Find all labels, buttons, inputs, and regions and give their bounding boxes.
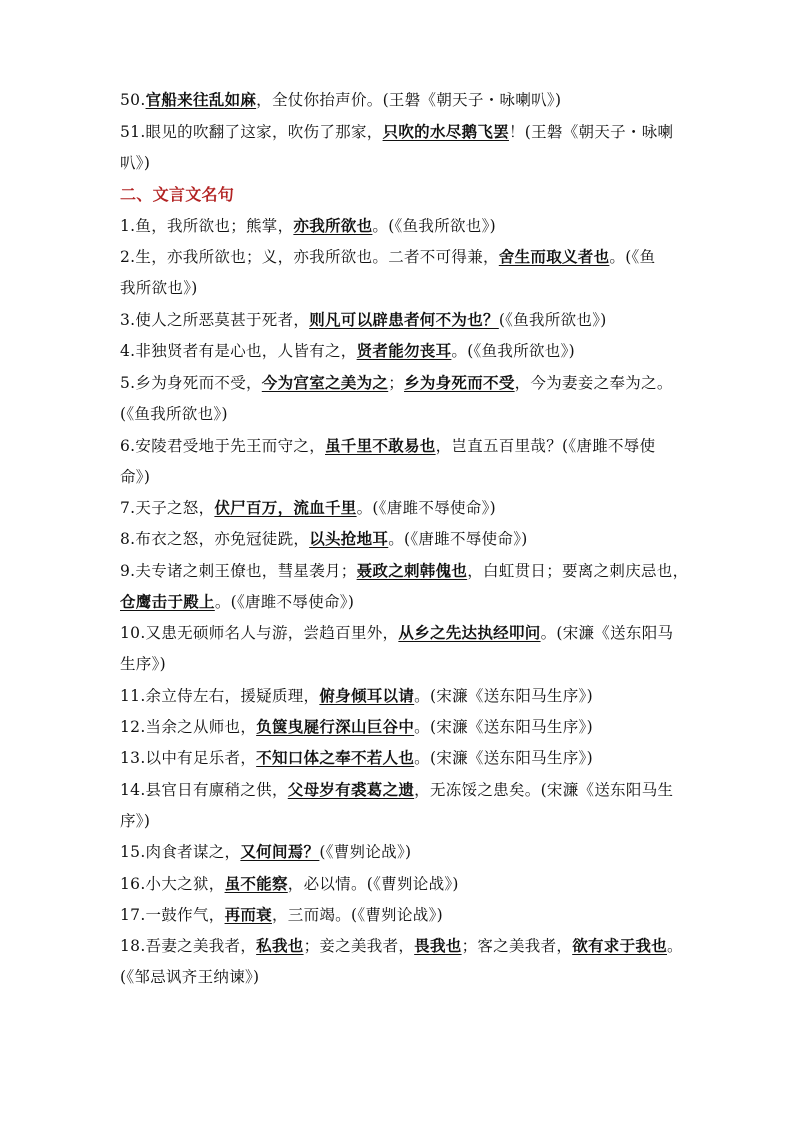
key-phrase: 伏尸百万，流血千里	[214, 498, 357, 517]
line-text: 15.肉食者谋之，	[120, 843, 241, 861]
line-text: ，岂直五百里哉？(《唐雎不辱使	[435, 437, 656, 455]
key-phrase: 从乡之先达执经叩问	[398, 623, 541, 642]
text-line	[120, 623, 680, 643]
line-text: 2.生，亦我所欲也；义，亦我所欲也。二者不可得兼，	[120, 248, 499, 266]
text-line	[120, 654, 680, 674]
line-text: ；客之美我者，	[461, 937, 573, 955]
line-text: 。(《唐雎不辱使命》)	[214, 593, 355, 611]
key-phrase: 聂政之刺韩傀也	[356, 561, 468, 580]
text-line	[120, 967, 680, 987]
key-phrase: 今为宫室之美为之	[261, 373, 389, 392]
line-text: 5.乡为身死而不受，	[120, 374, 262, 392]
line-text: 11.余立侍左右，援疑质理，	[120, 687, 320, 705]
line-text: 12.当余之从师也，	[120, 718, 257, 736]
text-line	[120, 341, 680, 361]
text-line	[120, 185, 680, 205]
line-text: 命》)	[120, 468, 151, 486]
line-text: 。(宋濂《送东阳马生序》)	[414, 718, 593, 736]
key-phrase: 父母岁有裘葛之遗	[287, 780, 415, 799]
key-phrase: 欲有求于我也	[572, 936, 667, 955]
text-line	[120, 153, 680, 173]
text-line	[120, 874, 680, 894]
text-line	[120, 748, 680, 768]
key-phrase: 只吹的水尽鹅飞罢	[382, 122, 509, 141]
text-line	[120, 811, 680, 831]
line-text: ；	[388, 374, 405, 392]
line-text: 我所欲也》)	[120, 279, 198, 297]
key-phrase: 亦我所欲也	[293, 216, 373, 235]
key-phrase: 则凡可以辟患者何不为也？	[309, 310, 499, 329]
text-line	[120, 780, 680, 800]
line-text: 叭》)	[120, 154, 151, 172]
line-text: (《鱼我所欲也》)	[120, 405, 228, 423]
line-text: ；妾之美我者，	[303, 937, 415, 955]
text-line	[120, 90, 680, 110]
key-phrase: 畏我也	[414, 936, 462, 955]
text-line	[120, 592, 680, 612]
key-phrase: 再而衰	[224, 905, 272, 924]
line-text: ，白虹贯日；要离之刺庆忌也，	[467, 562, 689, 580]
line-text: 。(《鱼我所欲也》)	[372, 217, 497, 235]
text-line	[120, 122, 680, 142]
key-phrase: 舍生而取义者也	[498, 247, 610, 266]
text-line	[120, 247, 680, 267]
line-text: (《邹忌讽齐王纳谏》)	[120, 968, 260, 986]
text-line	[120, 278, 680, 298]
line-text: 。(《鱼我所欲也》)	[451, 342, 576, 360]
key-phrase: 又何间焉？	[240, 842, 320, 861]
line-text: 。(《唐雎不辱使命》)	[356, 499, 496, 517]
text-line	[120, 686, 680, 706]
line-text: ，全仗你抬声价。(王磐《朝天子・咏喇叭》)	[256, 91, 562, 109]
key-phrase: 仓鹰击于殿上	[120, 592, 215, 611]
section-heading: 二、文言文名句	[120, 185, 235, 204]
line-text: 序》)	[120, 812, 151, 830]
key-phrase: 乡为身死而不受	[404, 373, 515, 392]
text-line	[120, 717, 680, 737]
line-text: 10.又患无硕师名人与游，尝趋百里外，	[120, 624, 399, 642]
line-text: 14.县官日有廪稍之供，	[120, 781, 288, 799]
line-text: ，必以情。(《曹刿论战》)	[287, 875, 459, 893]
text-line	[120, 936, 683, 956]
text-line	[120, 498, 680, 518]
text-line	[120, 905, 680, 925]
text-line	[120, 216, 680, 236]
line-text: 。(《唐雎不辱使命》)	[388, 530, 528, 548]
line-text: 18.吾妻之美我者，	[120, 937, 257, 955]
text-line	[120, 529, 680, 549]
key-phrase: 以头抢地耳	[309, 529, 389, 548]
line-text: 。(宋濂《送东阳马	[540, 624, 674, 642]
line-text: 7.天子之怒，	[120, 499, 215, 517]
key-phrase: 俯身倾耳以请	[319, 686, 415, 705]
line-text: 9.夫专诸之刺王僚也，彗星袭月；	[120, 562, 357, 580]
line-text: 8.布衣之怒，亦免冠徒跣，	[120, 530, 310, 548]
line-text: ，无冻馁之患矣。(宋濂《送东阳马生	[414, 781, 674, 799]
line-text: 3.使人之所恶莫甚于死者，	[120, 311, 310, 329]
text-line	[120, 561, 689, 581]
key-phrase: 官船来往乱如麻	[145, 90, 257, 109]
line-text: 。(宋濂《送东阳马生序》)	[414, 687, 593, 705]
line-text: 4.非独贤者有是心也，人皆有之，	[120, 342, 357, 360]
line-text: ，今为妻妾之奉为之。	[514, 374, 673, 392]
text-line	[120, 467, 680, 487]
line-text: 生序》)	[120, 655, 166, 673]
line-text: 。(《鱼	[609, 248, 656, 266]
line-text: 51.眼见的吹翻了这家，吹伤了那家，	[120, 123, 383, 141]
text-line	[120, 842, 680, 862]
line-text: 13.以中有足乐者，	[120, 749, 257, 767]
line-text: 。(宋濂《送东阳马生序》)	[414, 749, 593, 767]
line-text: 1.鱼，我所欲也；熊掌，	[120, 217, 294, 235]
text-line	[120, 404, 680, 424]
line-text: 16.小大之狱，	[120, 875, 225, 893]
key-phrase: 虽不能察	[224, 874, 288, 893]
key-phrase: 贤者能勿丧耳	[356, 341, 452, 360]
key-phrase: 不知口体之奉不若人也	[256, 748, 415, 767]
line-text: (《曹刿论战》)	[319, 843, 412, 861]
key-phrase: 虽千里不敢易也	[325, 436, 436, 455]
line-text: (《鱼我所欲也》)	[498, 311, 607, 329]
line-text: 6.安陵君受地于先王而守之，	[120, 437, 325, 455]
text-line	[120, 436, 680, 456]
text-line	[120, 373, 680, 393]
line-text: 50.	[120, 91, 146, 109]
line-text: 。	[667, 937, 683, 955]
line-text: ，三而竭。(《曹刿论战》)	[271, 906, 443, 924]
key-phrase: 私我也	[256, 936, 304, 955]
line-text: 17.一鼓作气，	[120, 906, 225, 924]
line-text: ！(王磐《朝天子・咏喇	[508, 123, 674, 141]
text-line	[120, 310, 680, 330]
key-phrase: 负箧曳屣行深山巨谷中	[256, 717, 415, 736]
